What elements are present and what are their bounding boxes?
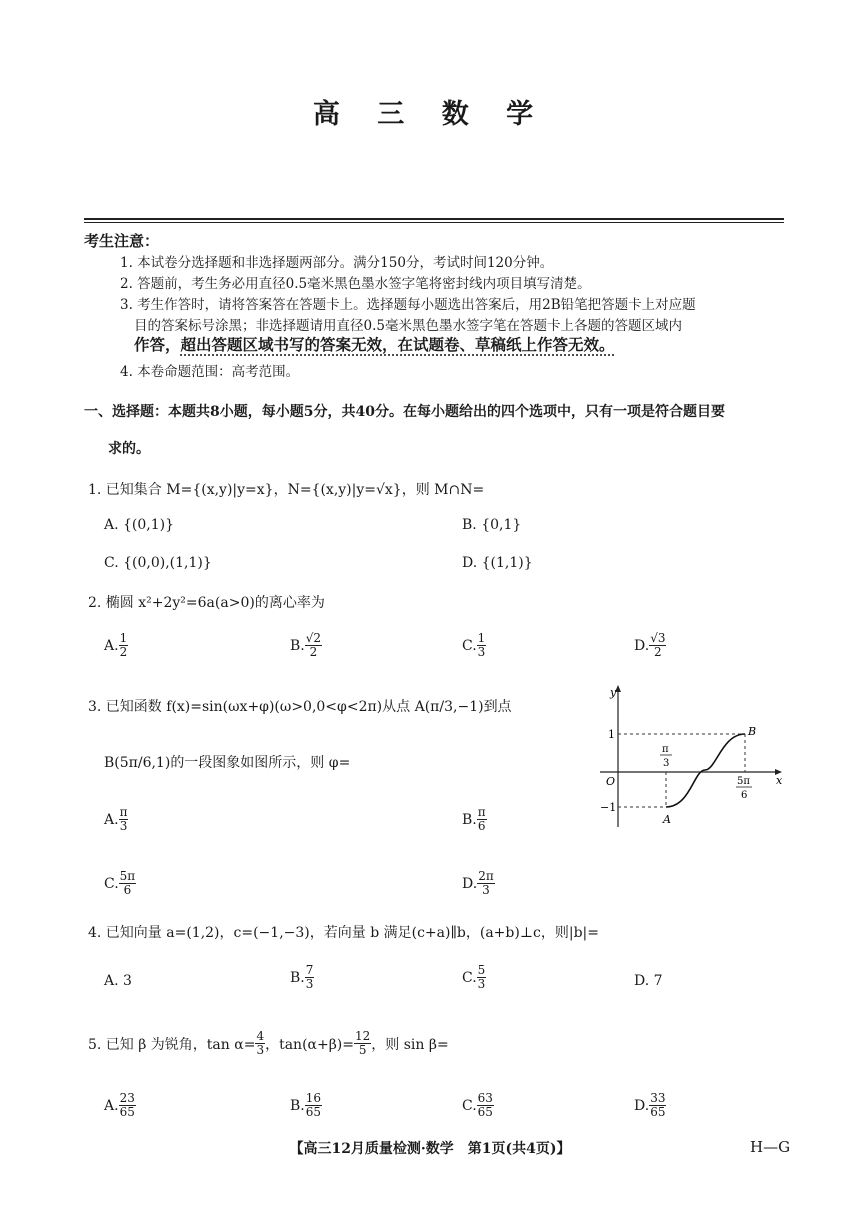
notice-item-3-end: 作答， bbox=[134, 335, 181, 354]
q2-option-d: D. $\frac{√3}{2}$ bbox=[634, 631, 666, 659]
graph-tick-pi3-den: 3 bbox=[663, 758, 670, 769]
q3-option-a: A. $\frac{\pi}{3}$ bbox=[104, 805, 128, 833]
page-footer: 【高三12月质量检测·数学 第1页(共4页)】 bbox=[289, 1141, 571, 1157]
q2-option-c: C. $\frac{1}{3}$ bbox=[462, 631, 486, 659]
q1-option-a: A. {(0,1)} bbox=[104, 517, 175, 533]
q1-option-b: B. {0,1} bbox=[462, 517, 522, 533]
q5-option-c: C. $\frac{63}{65}$ bbox=[462, 1091, 493, 1119]
graph-x-label: x bbox=[776, 774, 783, 787]
q4-option-a: A. 3 bbox=[104, 973, 132, 989]
q3-graph bbox=[590, 682, 790, 832]
q3-point-b: B(5π/6,1) bbox=[104, 755, 171, 771]
q4-option-c: C. $\frac{5}{3}$ bbox=[462, 963, 486, 991]
q3-point-a: A(π/3,−1) bbox=[414, 699, 484, 715]
q2-option-b: B. $\frac{√2}{2}$ bbox=[290, 631, 322, 659]
header-rule-thick bbox=[84, 218, 784, 220]
notice-emphasis: 超出答题区域书写的答案无效，在试题卷、草稿纸上作答无效。 bbox=[180, 335, 615, 354]
graph-point-b-label: B bbox=[748, 725, 757, 738]
q3-option-d: D. $\frac{2\pi}{3}$ bbox=[462, 869, 494, 897]
notice-item-3-cont: 目的答案标号涂黑；非选择题请用直径0.5毫米黑色墨水签字笔在答题卡上各题的答题区域内 bbox=[134, 318, 682, 334]
notice-item-3: 3. 考生作答时，请将答案答在答题卡上。选择题每小题选出答案后，用2B铅笔把答题卡上对应题 bbox=[120, 297, 696, 313]
graph-tick-minus-1: −1 bbox=[600, 801, 617, 814]
q5-option-d: D. $\frac{33}{65}$ bbox=[634, 1091, 666, 1119]
page-code: H—G bbox=[750, 1138, 791, 1156]
q3-stem-cont: B(5π/6,1)的一段图象如图所示，则 φ= bbox=[104, 755, 351, 771]
q3-option-b: B. $\frac{\pi}{6}$ bbox=[462, 805, 486, 833]
q4-option-b: B. $\frac{7}{3}$ bbox=[290, 963, 314, 991]
q5-option-b: B. $\frac{16}{65}$ bbox=[290, 1091, 322, 1119]
page-title: 高 三 数 学 bbox=[312, 99, 548, 130]
notice-item-4: 4. 本卷命题范围：高考范围。 bbox=[120, 364, 300, 380]
q4-option-d: D. 7 bbox=[634, 973, 663, 989]
q3-option-c: C. $\frac{5\pi}{6}$ bbox=[104, 869, 136, 897]
notice-heading: 考生注意： bbox=[84, 232, 160, 250]
q3-stem: 3. 已知函数 f(x)=sin(ωx+φ)(ω>0,0<φ<2π)从点 A(π/3,−1)到点 bbox=[88, 699, 512, 715]
graph-sine-curve bbox=[666, 734, 748, 807]
q2-option-a: A. $\frac{1}{2}$ bbox=[104, 631, 128, 659]
graph-point-a-label: A bbox=[663, 813, 671, 826]
section-heading-cont: 求的。 bbox=[108, 441, 150, 457]
graph-y-label: y bbox=[610, 686, 617, 699]
q5-option-a: A. $\frac{23}{65}$ bbox=[104, 1091, 135, 1119]
graph-tick-5pi6-den: 6 bbox=[741, 790, 748, 801]
q5-stem: 5. 已知 β 为锐角，tan α= $\frac{4}{3}$ ，tan(α+β)= $\frac{12}{5}$ ，则 sin β= bbox=[88, 1029, 449, 1057]
q1-stem: 1. 已知集合 M={(x,y)|y=x}，N={(x,y)|y=√x}，则 M∩N= bbox=[88, 482, 485, 498]
q4-stem: 4. 已知向量 a=(1,2)，c=(−1,−3)，若向量 b 满足(c+a)∥b，(a+b)⊥c，则|b|= bbox=[88, 925, 599, 941]
q1-option-d: D. {(1,1)} bbox=[462, 555, 533, 571]
graph-tick-5pi6-num: 5π bbox=[737, 776, 750, 787]
section-heading: 一、选择题：本题共8小题，每小题5分，共40分。在每小题给出的四个选项中，只有一项是符合题目要 bbox=[84, 404, 725, 420]
q1-option-c: C. {(0,0),(1,1)} bbox=[104, 555, 212, 571]
notice-item-1: 1. 本试卷分选择题和非选择题两部分。满分150分，考试时间120分钟。 bbox=[120, 255, 554, 271]
q2-stem: 2. 椭圆 x²+2y²=6a(a>0)的离心率为 bbox=[88, 595, 325, 611]
graph-origin-label: O bbox=[606, 775, 616, 788]
graph-tick-pi3-num: π bbox=[662, 744, 669, 755]
notice-item-2: 2. 答题前，考生务必用直径0.5毫米黑色墨水签字笔将密封线内项目填写清楚。 bbox=[120, 276, 591, 292]
header-rule-thin bbox=[84, 222, 784, 223]
graph-tick-1: 1 bbox=[608, 728, 615, 741]
